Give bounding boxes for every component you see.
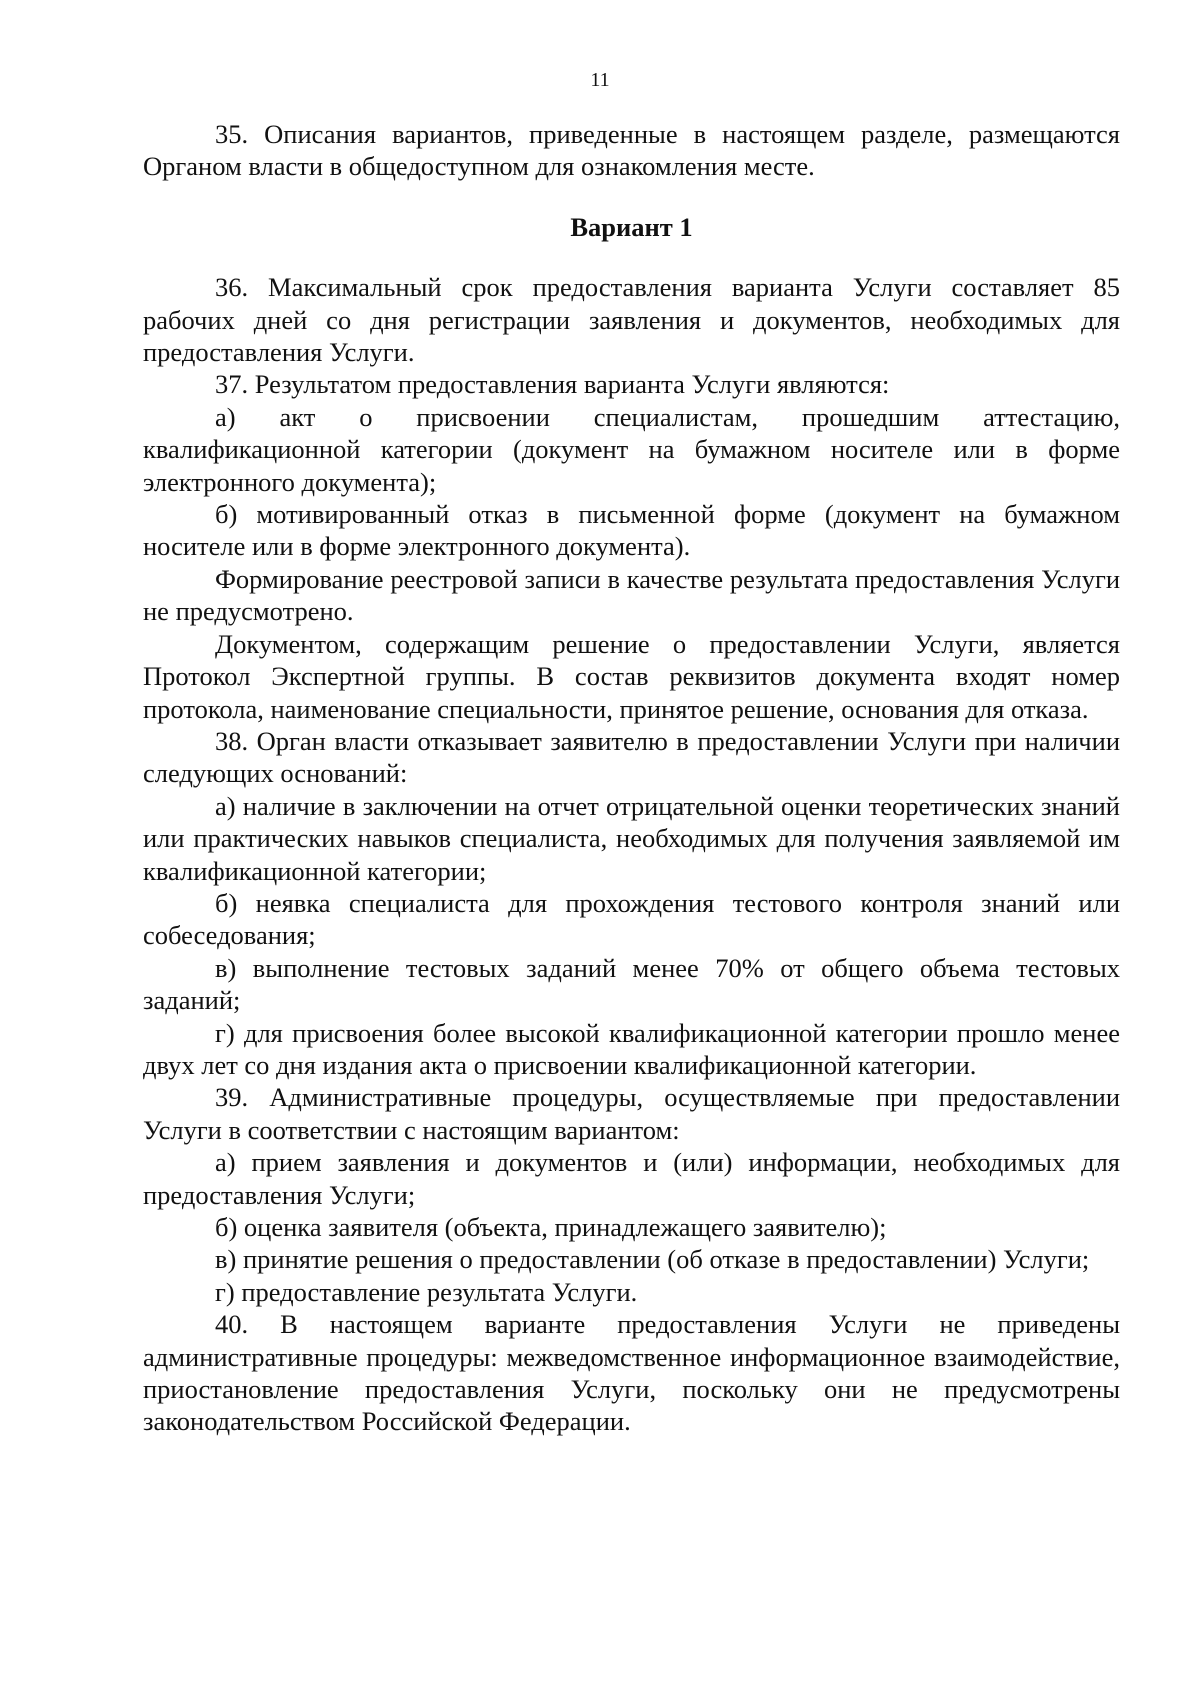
paragraph-38-b: б) неявка специалиста для прохождения тестового контроля знаний или собеседования; xyxy=(143,887,1120,951)
paragraph-39: 39. Административные процедуры, осуществляемые при предоставлении Услуги в соответствии с настоящим вариантом: xyxy=(143,1082,1120,1145)
document-body xyxy=(143,118,1120,1438)
paragraph-registry-note: Формирование реестровой записи в качестве результата предоставления Услуги не предусмотрено. xyxy=(143,563,1120,627)
paragraph-39-a: а) прием заявления и документов и (или) информации, необходимых для предоставления Услуги; xyxy=(143,1147,1120,1210)
paragraph-39-v: в) принятие решения о предоставлении (об отказе в предоставлении) Услуги; xyxy=(215,1244,1090,1275)
paragraph-39-b: б) оценка заявителя (объекта, принадлежащего заявителю); xyxy=(215,1212,887,1242)
paragraph-35: 35. Описания вариантов, приведенные в настоящем разделе, размещаются Органом власти в общедоступном для ознакомления месте. xyxy=(143,119,1120,182)
paragraph-37-a: а) акт о присвоении специалистам, прошедшим аттестацию, квалификационной категории (документ на бумажном носителе или в форме электронного документа); xyxy=(143,401,1120,497)
paragraph-38-v: в) выполнение тестовых заданий менее 70% от общего объема тестовых заданий; xyxy=(143,952,1120,1016)
paragraph-36: 36. Максимальный срок предоставления варианта Услуги составляет 85 рабочих дней со дня регистрации заявления и документов, необходимых для предоставления Услуги. xyxy=(143,272,1120,368)
paragraph-38: 38. Орган власти отказывает заявителю в предоставлении Услуги при наличии следующих оснований: xyxy=(143,725,1120,789)
paragraph-37-b: б) мотивированный отказ в письменной форме (документ на бумажном носителе или в форме электронного документа). xyxy=(143,499,1120,562)
paragraph-39-g: г) предоставление результата Услуги. xyxy=(215,1276,638,1307)
page-number: 11 xyxy=(590,69,610,91)
paragraph-37: 37. Результатом предоставления варианта Услуги являются: xyxy=(215,369,890,400)
section-heading: Вариант 1 xyxy=(570,211,693,242)
paragraph-38-a: а) наличие в заключении на отчет отрицательной оценки теоретических знаний или практических навыков специалиста, необходимых для получения заявляемой им квалификационной категории; xyxy=(143,790,1120,886)
paragraph-40: 40. В настоящем варианте предоставления Услуги не приведены административные процедуры: межведомственное информационное взаимодействие, приостановление предоставления Услуги, поскольку они не предусмотрены законодательством Российской Федерации. xyxy=(143,1309,1120,1437)
paragraph-38-g: г) для присвоения более высокой квалификационной категории прошло менее двух лет со дня издания акта о присвоении квалификационной категории. xyxy=(143,1017,1120,1080)
paragraph-decision-document: Документом, содержащим решение о предоставлении Услуги, является Протокол Экспертной группы. В состав реквизитов документа входят номер протокола, наименование специальности, принятое решение, основания для отказа. xyxy=(143,628,1120,724)
